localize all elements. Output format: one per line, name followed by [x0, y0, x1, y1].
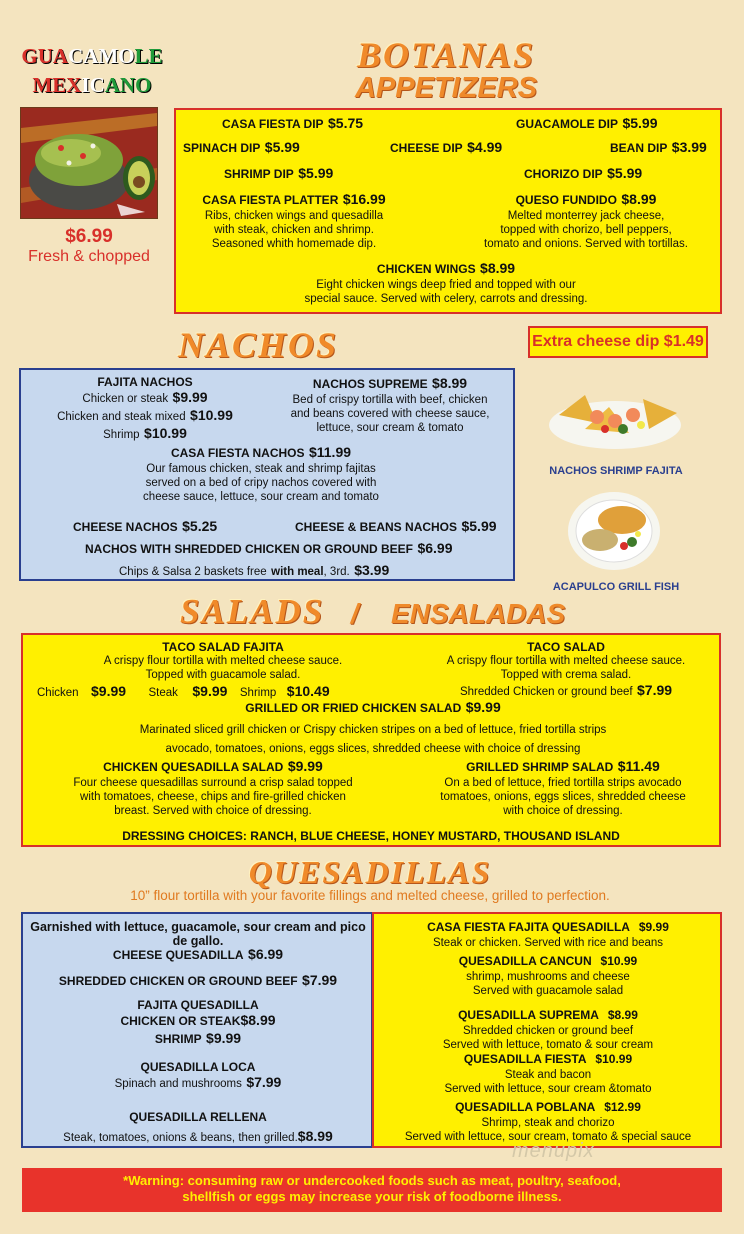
guacamole-dip: GUACAMOLE DIP $5.99: [516, 115, 658, 131]
quesadilla-rellena: QUESADILLA RELLENA Steak, tomatoes, onions & beans, then grilled.$8.99: [63, 1110, 333, 1144]
appetizers-subtitle: APPETIZERS: [354, 72, 538, 104]
extra-cheese-badge: Extra cheese dip $1.49: [528, 326, 708, 358]
guac-line2-part1: MEX: [32, 73, 82, 97]
guacamole-desc: Fresh & chopped: [28, 248, 150, 265]
ensaladas-title: ENSALADAS: [390, 598, 566, 629]
nachos-supreme: NACHOS SUPREME $8.99 Bed of crispy tortilla with beef, chicken and beans covered with cheese sauce, lettuce, sour cream & tomato: [290, 375, 490, 434]
guacamole-price: $6.99: [65, 226, 113, 247]
nachos-shrimp-caption: NACHOS SHRIMP FAJITA: [549, 465, 683, 477]
chicken-wings: CHICKEN WINGS $8.99 Eight chicken wings deep fried and topped with our special sauce. Served with celery, carrots and dressing.: [304, 260, 588, 305]
dressing-choices: DRESSING CHOICES: RANCH, BLUE CHEESE, HONEY MUSTARD, THOUSAND ISLAND: [122, 829, 620, 843]
quesadillas-right-box: [372, 912, 722, 1148]
shredded-quesadilla: SHREDDED CHICKEN OR GROUND BEEF $7.99: [58, 972, 338, 988]
fajita-quesadilla: FAJITA QUESADILLA CHICKEN OR STEAK$8.99 SHRIMP $9.99: [120, 998, 276, 1046]
salads-heading: [180, 592, 620, 632]
taco-salad-fajita: TACO SALAD FAJITA A crispy flour tortilla with melted cheese sauce. Topped with guacamole salad.: [103, 640, 343, 681]
taco-salad-fajita-prices: Chicken $9.99 Steak $9.99 Shrimp $10.49: [37, 683, 330, 699]
quesadilla-cancun: QUESADILLA CANCUN $10.99 shrimp, mushrooms and cheese Served with guacamole salad: [458, 954, 638, 997]
grilled-chicken-salad: GRILLED OR FRIED CHICKEN SALAD $9.99: [245, 699, 501, 715]
chorizo-dip: CHORIZO DIP $5.99: [524, 165, 643, 181]
nachos-title: NACHOS: [178, 325, 339, 365]
quesadilla-poblana: QUESADILLA POBLANA $12.99 Shrimp, steak and chorizo Served with lettuce, sour cream, tomato & special sauce: [404, 1100, 692, 1143]
guac-line1-part3: LE: [134, 44, 163, 68]
queso-fundido: QUESO FUNDIDO $8.99 Melted monterrey jack cheese, topped with chorizo, bell peppers, tomato and onions. Served with tortillas.: [484, 191, 688, 250]
cheese-beans-nachos: CHEESE & BEANS NACHOS $5.99: [295, 518, 497, 534]
appetizers-box: [174, 108, 722, 314]
grilled-salad-desc1: Marinated sliced grill chicken or Crispy chicken stripes on a bed of lettuce, fried tortilla strips: [139, 724, 607, 736]
quesadillas-subtitle: 10” flour tortilla with your favorite fillings and melted cheese, grilled to perfection.: [130, 888, 610, 903]
grilled-salad-desc2: avocado, tomatoes, onions, eggs slices, shredded cheese with choice of dressing: [165, 743, 581, 755]
salads-slash: /: [350, 598, 359, 629]
casa-fiesta-dip: CASA FIESTA DIP $5.75: [222, 115, 364, 131]
garnish-note: Garnished with lettuce, guacamole, sour cream and pico de gallo.: [30, 920, 366, 948]
cheese-nachos: CHEESE NACHOS $5.25: [73, 518, 218, 534]
shrimp-dip: SHRIMP DIP $5.99: [224, 165, 334, 181]
guacamole-photo: [20, 107, 158, 219]
chips-salsa: Chips & Salsa 2 baskets free with meal, 3rd. $3.99: [119, 562, 390, 578]
quesadilla-suprema: QUESADILLA SUPREMA $8.99 Shredded chicken or ground beef Served with lettuce, tomato & sour cream: [442, 1008, 654, 1051]
acapulco-fish-caption: ACAPULCO GRILL FISH: [552, 581, 680, 593]
bean-dip: BEAN DIP $3.99: [610, 139, 707, 155]
casa-fiesta-platter: CASA FIESTA PLATTER $16.99 Ribs, chicken wings and quesadilla with steak, chicken and shrimp. Seasoned whith homemade dip.: [202, 191, 386, 250]
quesadillas-left-box: [21, 912, 373, 1148]
warning-line1: *Warning: consuming raw or undercooked foods such as meat, poultry, seafood,: [123, 1173, 621, 1188]
acapulco-fish-photo: [566, 490, 662, 572]
guac-line1-part1: GUA: [21, 44, 69, 68]
chicken-quesadilla-salad: CHICKEN QUESADILLA SALAD $9.99 Four cheese quesadillas surround a crisp salad topped with tomatoes, cheese, chips and fire-grilled chicken breast. Served with choice of dressing.: [73, 758, 353, 817]
warning-banner: [22, 1168, 722, 1212]
warning-line2: shellfish or eggs may increase your risk of foodborne illness.: [182, 1189, 562, 1204]
spinach-dip: SPINACH DIP $5.99: [183, 139, 300, 155]
cheese-dip: CHEESE DIP $4.99: [390, 139, 503, 155]
quesadilla-loca: QUESADILLA LOCA Spinach and mushrooms $7.99: [114, 1060, 282, 1090]
guacamole-title: [14, 44, 170, 98]
guac-line2-part2: IC: [81, 73, 105, 97]
casa-fiesta-nachos: CASA FIESTA NACHOS $11.99 Our famous chicken, steak and shrimp fajitas served on a bed of cripy nachos covered with cheese sauce, lettuce, sour cream and tomato: [143, 444, 379, 503]
menupix-watermark: menupix: [512, 1140, 595, 1162]
cheese-quesadilla: CHEESE QUESADILLA $6.99: [112, 946, 284, 962]
fajita-nachos: FAJITA NACHOS Chicken or steak $9.99 Chicken and steak mixed $10.99 Shrimp $10.99: [57, 375, 233, 441]
quesadillas-title: QUESADILLAS: [248, 854, 492, 890]
shredded-nachos: NACHOS WITH SHREDDED CHICKEN OR GROUND BEEF $6.99: [85, 540, 453, 556]
salads-box: [21, 633, 721, 847]
grilled-shrimp-salad: GRILLED SHRIMP SALAD $11.49 On a bed of lettuce, fried tortilla strips avocado tomatoes, onions, eggs slices, shredded cheese with choice of dressing.: [440, 758, 686, 817]
guac-line1-part2: CAMO: [68, 44, 135, 68]
botanas-title: BOTANAS: [356, 35, 536, 75]
nachos-box: [19, 368, 515, 581]
nachos-shrimp-photo: [545, 385, 685, 453]
guac-line2-part3: ANO: [104, 73, 152, 97]
salads-title: SALADS: [180, 592, 325, 631]
casa-fiesta-fajita-quesadilla: CASA FIESTA FAJITA QUESADILLA $9.99 Steak or chicken. Served with rice and beans: [427, 920, 669, 949]
quesadilla-fiesta: QUESADILLA FIESTA $10.99 Steak and bacon Served with lettuce, sour cream &tomato: [444, 1052, 652, 1095]
taco-salad: TACO SALAD A crispy flour tortilla with melted cheese sauce. Topped with crema salad. Shredded Chicken or ground beef $7.99: [446, 640, 686, 698]
